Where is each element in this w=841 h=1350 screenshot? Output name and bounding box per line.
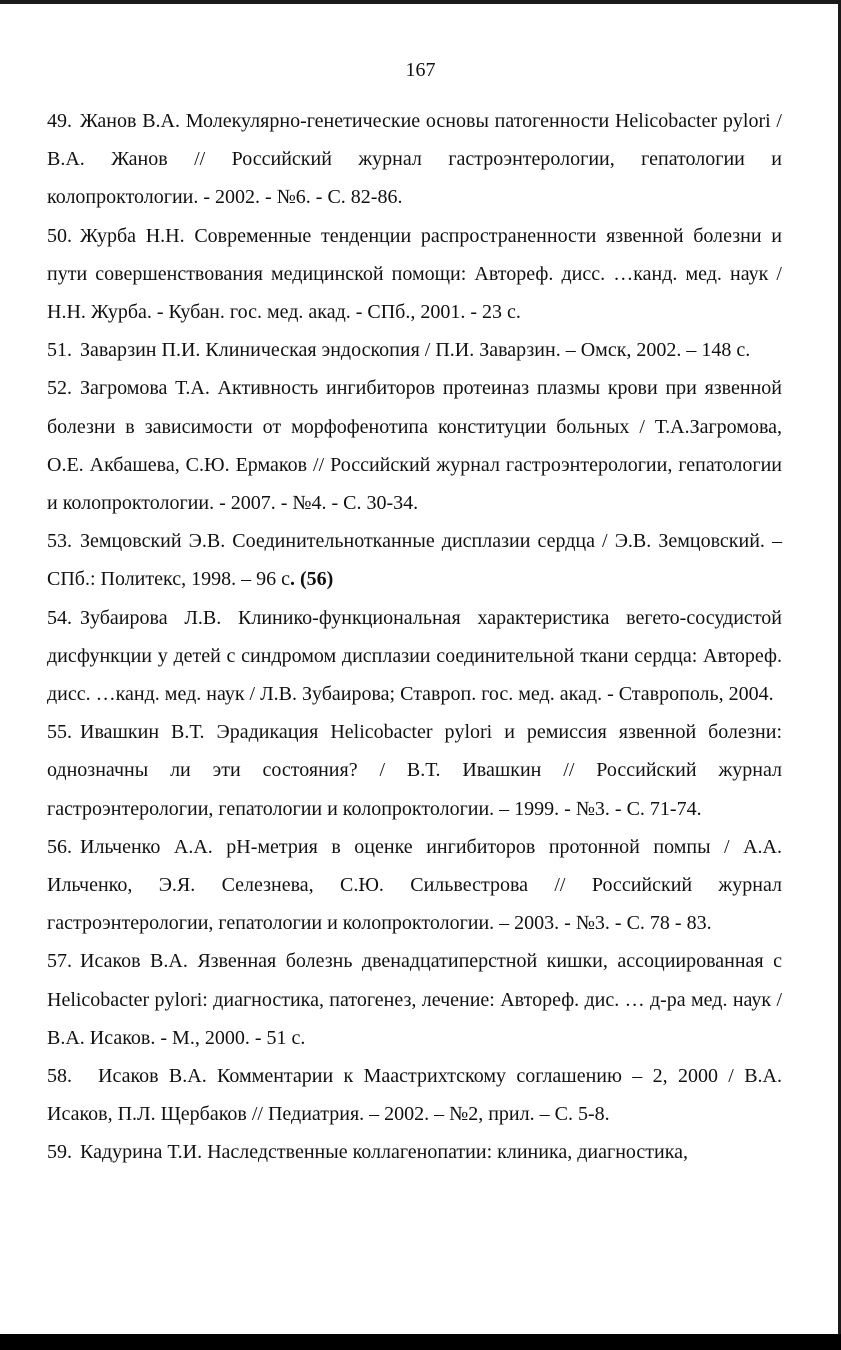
reference-number: 50. [47,224,72,247]
reference-item-58 [47,1057,782,1133]
scan-edge-top [0,0,841,4]
reference-item-59 [47,1133,782,1171]
reference-item-56 [47,828,782,943]
reference-number: 51. [47,339,72,362]
reference-text: Загромова Т.А. Активность ингибиторов протеиназ плазмы крови при язвенной болезни в зависимости от морфофенотипа конституции больных / Т.А.Загромова, О.Е. Акбашева, С.Ю. Ермаков // Российский журнал гастроэнтерологии, гепатологии и колопроктологии. - 2007. - №4. - С. 30-34. [47,377,782,515]
reference-item-54 [47,599,782,714]
reference-number: 53. [47,530,72,553]
reference-item-55 [47,713,782,828]
reference-text: Исаков В.А. Язвенная болезнь двенадцатиперстной кишки, ассоциированная с Helicobacter pylori: диагностика, патогенез, лечение: Автореф. дис. … д-ра мед. наук / В.А. Исаков. - М., 2000. - 51 с. [47,950,782,1049]
reference-item-52 [47,369,782,522]
reference-text: Ивашкин В.Т. Эрадикация Helicobacter pylori и ремиссия язвенной болезни: однозначны ли эти состояния? / В.Т. Ивашкин // Российский журнал гастроэнтерологии, гепатологии и колопроктологии. – 1999. - №3. - С. 71-74. [47,721,782,820]
scan-edge-bottom [0,1334,841,1350]
reference-item-57 [47,942,782,1057]
reference-item-53 [47,522,782,598]
reference-number: 49. [47,110,72,132]
page-number: 167 [405,59,436,81]
reference-item-50 [47,217,782,332]
reference-number: 59. [47,1141,72,1164]
reference-number: 56. [47,835,72,858]
reference-text: Заварзин П.И. Клиническая эндоскопия / П.И. Заварзин. – Омск, 2002. – 148 с. [80,339,751,362]
reference-text: Ильченко А.А. pH-метрия в оценке ингибиторов протонной помпы / А.А. Ильченко, Э.Я. Селезнева, С.Ю. Сильвестрова // Российский журнал гастроэнтерологии, гепатологии и колопроктологии. – 2003. - №3. - С. 78 - 83. [47,835,782,935]
reference-text: Журба Н.Н. Современные тенденции распространенности язвенной болезни и пути совершенствования медицинской помощи: Автореф. дисс. …канд. мед. наук / Н.Н. Журба. - Кубан. гос. мед. акад. - СПб., 2001. - 23 с. [47,224,782,324]
reference-number: 55. [47,721,72,744]
reference-text: Зубаирова Л.В. Клинико-функциональная характеристика вегето-сосудистой дисфункции у детей с синдромом дисплазии соединительной ткани сердца: Автореф. дисс. …канд. мед. наук / Л.В. Зубаирова; Ставроп. гос. мед. акад. - Ставрополь, 2004. [47,606,782,706]
reference-text: Исаков В.А. Комментарии к Маастрихтскому соглашению – 2, 2000 / В.А. Исаков, П.Л. Щербаков // Педиатрия. – 2002. – №2, прил. – С. 5-8. [47,1065,782,1126]
reference-number: 54. [47,606,72,629]
reference-item-51 [47,331,782,369]
reference-text: Кадурина Т.И. Наследственные коллагенопатии: клиника, диагностика, [80,1141,689,1164]
reference-text: Жанов В.А. Молекулярно-генетические основы патогенности Helicobacter pylori / В.А. Жанов // Российский журнал гастроэнтерологии, гепатологии и колопроктологии. - 2002. - №6. - С. 82-86. [47,110,782,209]
reference-number: 52. [47,377,72,400]
reference-number: 58. [47,1065,72,1088]
reference-list [47,102,782,1172]
reference-bold-tail: . (56) [289,568,334,591]
reference-text: Земцовский Э.В. Соединительнотканные дисплазии сердца / Э.В. Земцовский. – СПб.: Политекс, 1998. – 96 с [47,530,782,591]
reference-number: 57. [47,950,72,973]
reference-item-49 [47,102,782,217]
